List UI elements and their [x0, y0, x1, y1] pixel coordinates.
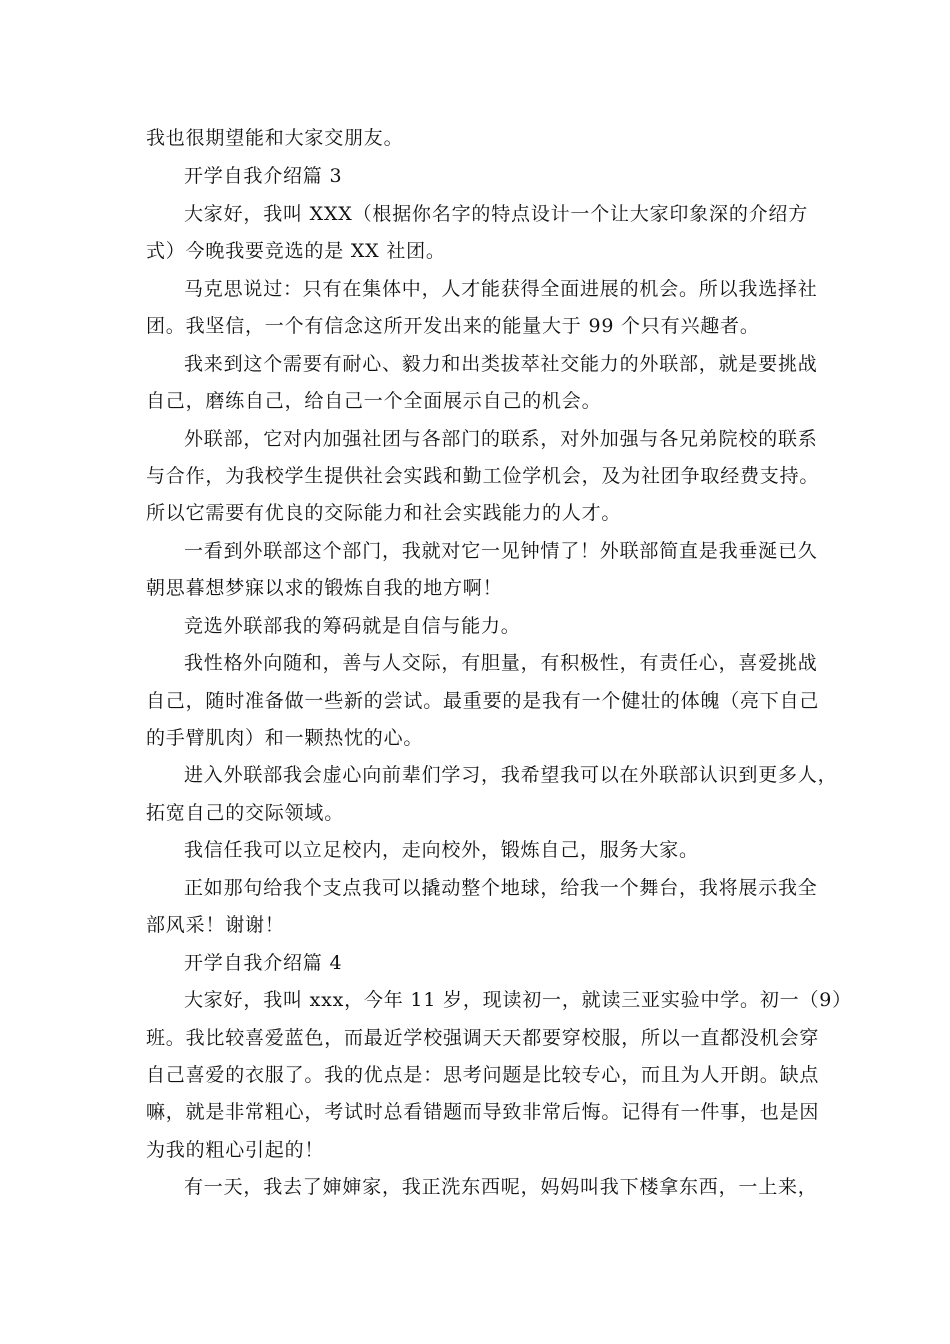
- text-line: 自己喜爱的衣服了。我的优点是：思考问题是比较专心，而且为人开朗。缺点: [146, 1064, 820, 1086]
- section-heading: 开学自我介绍篇 3: [184, 165, 343, 187]
- text-line: 进入外联部我会虚心向前辈们学习，我希望我可以在外联部认识到更多人，: [184, 764, 838, 786]
- text-line: 竞选外联部我的筹码就是自信与能力。: [184, 615, 521, 637]
- text-line: 我也很期望能和大家交朋友。: [146, 127, 404, 149]
- text-line: 大家好，我叫 xxx，今年 11 岁，现读初一，就读三亚实验中学。初一（9）: [184, 989, 852, 1011]
- text-line: 正如那句给我个支点我可以撬动整个地球，给我一个舞台，我将展示我全: [184, 877, 818, 899]
- text-line: 朝思暮想梦寐以求的锻炼自我的地方啊！: [146, 577, 503, 599]
- text-line: 大家好，我叫 XXX（根据你名字的特点设计一个让大家印象深的介绍方: [184, 203, 809, 225]
- text-line: 班。我比较喜爱蓝色，而最近学校强调天天都要穿校服，所以一直都没机会穿: [146, 1027, 820, 1049]
- text-line: 的手臂肌肉）和一颗热忱的心。: [146, 727, 424, 749]
- text-line: 我来到这个需要有耐心、毅力和出类拔萃社交能力的外联部，就是要挑战: [184, 353, 818, 375]
- text-line: 自己，磨练自己，给自己一个全面展示自己的机会。: [146, 390, 602, 412]
- text-line: 马克思说过：只有在集体中，人才能获得全面进展的机会。所以我选择社: [184, 278, 818, 300]
- text-line: 我信任我可以立足校内，走向校外，锻炼自己，服务大家。: [184, 839, 699, 861]
- text-line: 嘛，就是非常粗心，考试时总看错题而导致非常后悔。记得有一件事，也是因: [146, 1101, 820, 1123]
- text-line: 所以它需要有优良的交际能力和社会实践能力的人才。: [146, 502, 622, 524]
- text-line: 外联部，它对内加强社团与各部门的联系，对外加强与各兄弟院校的联系: [184, 428, 818, 450]
- text-line: 拓宽自己的交际领域。: [146, 802, 345, 824]
- text-line: 一看到外联部这个部门，我就对它一见钟情了！外联部简直是我垂涎已久: [184, 540, 818, 562]
- text-line: 我性格外向随和，善与人交际，有胆量，有积极性，有责任心，喜爱挑战: [184, 652, 818, 674]
- text-line: 团。我坚信，一个有信念这所开发出来的能量大于 99 个只有兴趣者。: [146, 315, 760, 337]
- text-line: 部风采！谢谢！: [146, 914, 285, 936]
- section-heading: 开学自我介绍篇 4: [184, 952, 343, 974]
- text-line: 自己，随时准备做一些新的尝试。最重要的是我有一个健壮的体魄（亮下自己: [146, 690, 820, 712]
- text-line: 式）今晚我要竞选的是 XX 社团。: [146, 240, 446, 262]
- text-line: 为我的粗心引起的！: [146, 1139, 325, 1161]
- text-line: 与合作，为我校学生提供社会实践和勤工俭学机会，及为社团争取经费支持。: [146, 465, 820, 487]
- text-line: 有一天，我去了婶婶家，我正洗东西呢，妈妈叫我下楼拿东西，一上来，: [184, 1176, 818, 1198]
